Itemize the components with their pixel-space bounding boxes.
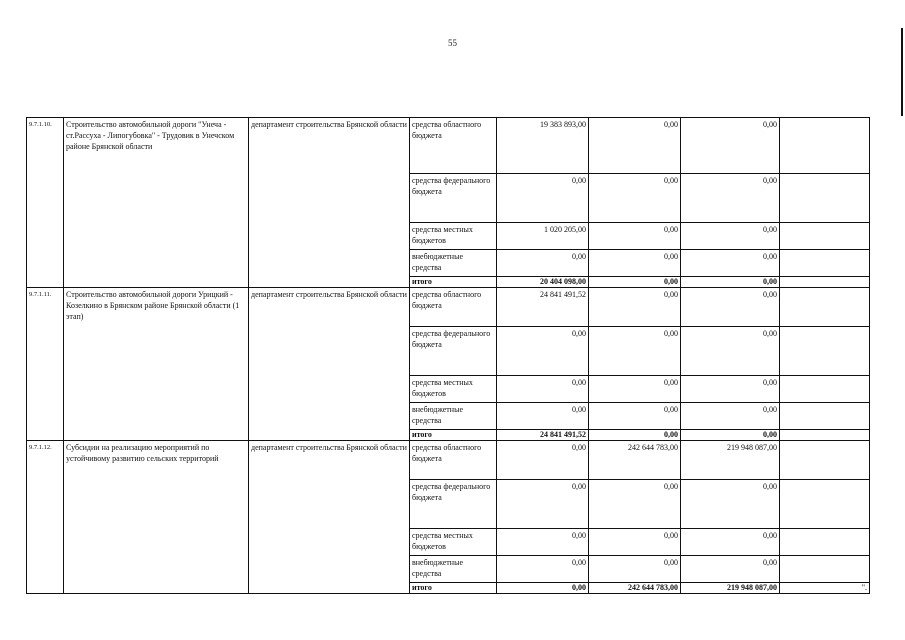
- source-label: средства областного бюджета: [410, 118, 497, 174]
- amount-year-3: 0,00: [681, 288, 780, 327]
- item-responsible: департамент строительства Брянской области: [249, 441, 410, 594]
- amount-year-1: 0,00: [497, 327, 589, 376]
- amount-year-1: 1 020 205,00: [497, 223, 589, 250]
- total-year-2: 0,00: [589, 277, 681, 288]
- amount-year-2: 0,00: [589, 403, 681, 430]
- amount-year-3: 0,00: [681, 376, 780, 403]
- amount-year-3: 0,00: [681, 174, 780, 223]
- amount-year-2: 0,00: [589, 480, 681, 529]
- empty-cell: [780, 277, 870, 288]
- item-name: Строительство автомобильной дороги Урицкий - Козелкино в Брянском районе Брянской области (1 этап): [64, 288, 249, 441]
- amount-year-2: 0,00: [589, 556, 681, 583]
- empty-cell: [780, 376, 870, 403]
- amount-year-2: 0,00: [589, 288, 681, 327]
- item-name: Субсидии на реализацию мероприятий по устойчивому развитию сельских территорий: [64, 441, 249, 594]
- total-year-1: 24 841 491,52: [497, 430, 589, 441]
- item-responsible: департамент строительства Брянской области: [249, 118, 410, 288]
- amount-year-3: 0,00: [681, 403, 780, 430]
- amount-year-3: 0,00: [681, 556, 780, 583]
- item-number: 9.7.1.11.: [27, 288, 64, 441]
- amount-year-1: 19 383 893,00: [497, 118, 589, 174]
- amount-year-1: 0,00: [497, 480, 589, 529]
- item-name: Строительство автомобильной дороги "Унеча - ст.Рассуха - Липогубовка" - Трудовик в Унечском районе Брянской области: [64, 118, 249, 288]
- amount-year-3: 0,00: [681, 223, 780, 250]
- total-year-3: 0,00: [681, 277, 780, 288]
- amount-year-1: 0,00: [497, 529, 589, 556]
- closing-quote: ".: [780, 583, 870, 594]
- empty-cell: [780, 250, 870, 277]
- source-label: средства областного бюджета: [410, 441, 497, 480]
- amount-year-2: 0,00: [589, 250, 681, 277]
- empty-cell: [780, 118, 870, 174]
- table-row: [27, 288, 870, 327]
- source-label: средства федерального бюджета: [410, 480, 497, 529]
- amount-year-3: 0,00: [681, 250, 780, 277]
- total-year-3: 0,00: [681, 430, 780, 441]
- source-label: средства областного бюджета: [410, 288, 497, 327]
- amount-year-1: 24 841 491,52: [497, 288, 589, 327]
- amount-year-3: 0,00: [681, 480, 780, 529]
- empty-cell: [780, 223, 870, 250]
- empty-cell: [780, 441, 870, 480]
- amount-year-1: 0,00: [497, 441, 589, 480]
- amount-year-2: 0,00: [589, 223, 681, 250]
- source-label: внебюджетные средства: [410, 556, 497, 583]
- amount-year-1: 0,00: [497, 250, 589, 277]
- total-label: итого: [410, 430, 497, 441]
- empty-cell: [780, 480, 870, 529]
- amount-year-2: 0,00: [589, 529, 681, 556]
- total-year-3: 219 948 087,00: [681, 583, 780, 594]
- amount-year-3: 0,00: [681, 327, 780, 376]
- source-label: средства местных бюджетов: [410, 376, 497, 403]
- amount-year-1: 0,00: [497, 376, 589, 403]
- amount-year-2: 0,00: [589, 327, 681, 376]
- source-label: средства местных бюджетов: [410, 529, 497, 556]
- table-row: [27, 118, 870, 174]
- total-year-2: 0,00: [589, 430, 681, 441]
- source-label: средства федерального бюджета: [410, 174, 497, 223]
- amount-year-3: 0,00: [681, 118, 780, 174]
- total-label: итого: [410, 583, 497, 594]
- total-label: итого: [410, 277, 497, 288]
- empty-cell: [780, 556, 870, 583]
- page-edge-mark: [901, 28, 903, 116]
- total-year-2: 242 644 783,00: [589, 583, 681, 594]
- total-year-1: 20 404 098,00: [497, 277, 589, 288]
- source-label: внебюджетные средства: [410, 403, 497, 430]
- amount-year-1: 0,00: [497, 174, 589, 223]
- table-row: [27, 441, 870, 480]
- empty-cell: [780, 403, 870, 430]
- empty-cell: [780, 327, 870, 376]
- source-label: средства местных бюджетов: [410, 223, 497, 250]
- item-number: 9.7.1.10.: [27, 118, 64, 288]
- empty-cell: [780, 529, 870, 556]
- source-label: внебюджетные средства: [410, 250, 497, 277]
- amount-year-2: 0,00: [589, 376, 681, 403]
- item-responsible: департамент строительства Брянской области: [249, 288, 410, 441]
- amount-year-3: 0,00: [681, 529, 780, 556]
- amount-year-3: 219 948 087,00: [681, 441, 780, 480]
- budget-table: [26, 117, 870, 594]
- empty-cell: [780, 288, 870, 327]
- item-number: 9.7.1.12.: [27, 441, 64, 594]
- amount-year-2: 242 644 783,00: [589, 441, 681, 480]
- empty-cell: [780, 430, 870, 441]
- empty-cell: [780, 174, 870, 223]
- amount-year-1: 0,00: [497, 556, 589, 583]
- total-year-1: 0,00: [497, 583, 589, 594]
- amount-year-1: 0,00: [497, 403, 589, 430]
- source-label: средства федерального бюджета: [410, 327, 497, 376]
- amount-year-2: 0,00: [589, 118, 681, 174]
- amount-year-2: 0,00: [589, 174, 681, 223]
- page-number: 55: [448, 38, 457, 48]
